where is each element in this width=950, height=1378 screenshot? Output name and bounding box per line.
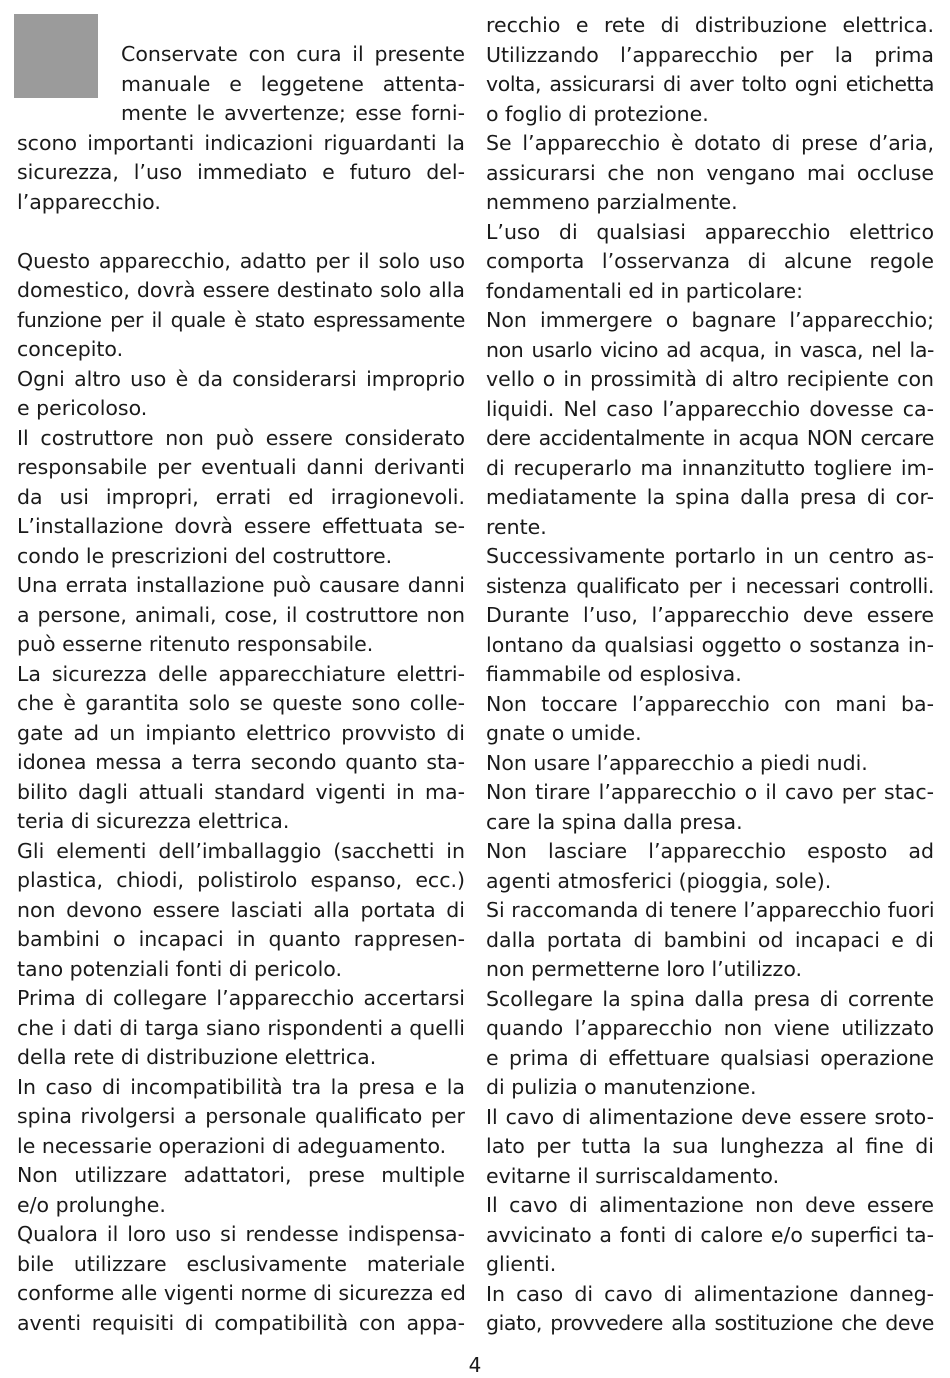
text-line: Successivamente portarlo in un centro as-	[486, 544, 934, 568]
text-line: spina rivolgersi a personale qualificato per	[17, 1104, 465, 1128]
text-line: e prima di effettuare qualsiasi operazione	[486, 1045, 934, 1070]
text-line: quando l’apparecchio non viene utilizzato	[486, 1016, 934, 1040]
text-line: mediatamente la spina dalla presa di cor-	[486, 485, 934, 509]
text-line: le necessarie operazioni di adeguamento.	[17, 1133, 447, 1158]
text-line: l’apparecchio.	[17, 189, 161, 214]
text-line: Non tirare l’apparecchio o il cavo per stac-	[486, 780, 934, 804]
text-line: volta, assicurarsi di aver tolto ogni etichetta	[486, 72, 934, 96]
text-line: recchio e rete di distribuzione elettrica.	[486, 13, 934, 37]
text-line: scono importanti indicazioni riguardanti la	[17, 130, 465, 155]
text-line: sistenza qualificato per i necessari controlli.	[486, 573, 934, 598]
text-line: assicurarsi che non vengano mai occluse	[486, 160, 934, 185]
text-line: Non immergere o bagnare l’apparecchio;	[486, 308, 934, 332]
text-line: di pulizia o manutenzione.	[486, 1075, 757, 1099]
text-line: gnate o umide.	[486, 721, 642, 745]
text-line: non usarlo vicino ad acqua, in vasca, nel la-	[486, 337, 934, 362]
paragraph-spacer	[17, 217, 465, 247]
text-line: sicurezza, l’uso immediato e futuro del-	[17, 160, 465, 184]
text-line: o foglio di protezione.	[486, 101, 709, 126]
text-line: di recuperarlo ma innanzitutto togliere im-	[486, 455, 934, 480]
text-line: non devono essere lasciati alla portata di	[17, 897, 465, 922]
text-line: aventi requisiti di compatibilità con appa-	[17, 1310, 465, 1335]
text-line: Gli elementi dell’imballaggio (sacchetti in	[17, 838, 465, 863]
text-line: agenti atmosferici (pioggia, sole).	[486, 868, 832, 893]
text-line: Si raccomanda di tenere l’apparecchio fuori	[486, 898, 935, 922]
text-line: Il cavo di alimentazione non deve essere	[486, 1193, 934, 1217]
text-line: vello o in prossimità di altro recipiente con	[486, 367, 934, 391]
text-line: La sicurezza delle apparecchiature elettri-	[17, 661, 465, 686]
text-line: condo le prescrizioni del costruttore.	[17, 543, 393, 568]
right-text-column	[486, 11, 934, 1339]
text-line: L’uso di qualsiasi apparecchio elettrico	[486, 219, 934, 244]
text-line: comporta l’osservanza di alcune regole	[486, 249, 934, 273]
text-line: Qualora il loro uso si rendesse indispensa-	[17, 1222, 465, 1246]
text-line: nemmeno parzialmente.	[486, 190, 738, 214]
text-line: mente le avvertenze; esse forni-	[121, 101, 465, 125]
text-line: rente.	[486, 514, 547, 539]
text-line: Una errata installazione può causare danni	[17, 573, 465, 597]
text-line: responsabile per eventuali danni derivanti	[17, 455, 465, 479]
text-line: domestico, dovrà essere destinato solo alla	[17, 278, 465, 302]
text-line: che è garantita solo se queste sono colle-	[17, 691, 465, 715]
text-line: In caso di incompatibilità tra la presa e la	[17, 1074, 465, 1099]
text-line: plastica, chiodi, polistirolo espanso, ecc.)	[17, 868, 465, 892]
text-line: manuale e leggetene attenta-	[121, 71, 465, 96]
text-line: lato per tutta la sua lunghezza al fine di	[486, 1134, 934, 1158]
text-line: Se l’apparecchio è dotato di prese d’aria,	[486, 131, 934, 155]
text-line: L’installazione dovrà essere effettuata se-	[17, 514, 465, 538]
text-line: della rete di distribuzione elettrica.	[17, 1045, 377, 1069]
text-line: idonea messa a terra secondo quanto sta-	[17, 750, 465, 774]
text-line: liquidi. Nel caso l’apparecchio dovesse ca-	[486, 396, 934, 421]
text-line: glienti.	[486, 1252, 557, 1276]
text-line: da usi impropri, errati ed irragionevoli.	[17, 484, 465, 509]
text-line: e pericoloso.	[17, 396, 148, 420]
text-line: Durante l’uso, l’apparecchio deve essere	[486, 603, 934, 627]
text-line: bilito dagli attuali standard vigenti in ma-	[17, 779, 465, 804]
text-line: conforme alle vigenti norme di sicurezza ed	[17, 1281, 466, 1305]
text-line: Questo apparecchio, adatto per il solo uso	[17, 248, 465, 273]
text-line: che i dati di targa siano rispondenti a quelli	[17, 1015, 465, 1040]
text-line: gate ad un impianto elettrico provvisto di	[17, 720, 465, 745]
text-line: avvicinato a fonti di calore e/o superfici ta-	[486, 1222, 934, 1247]
text-line: fondamentali ed in particolare:	[486, 278, 804, 303]
left-text-column	[17, 40, 465, 1338]
text-line: Scollegare la spina dalla presa di corrente	[486, 986, 934, 1011]
text-line: Il cavo di alimentazione deve essere sroto-	[486, 1104, 934, 1129]
text-line: bile utilizzare esclusivamente materiale	[17, 1251, 465, 1276]
text-line: giato, provvedere alla sostituzione che deve	[486, 1311, 934, 1335]
text-line: evitarne il surriscaldamento.	[486, 1163, 780, 1188]
text-line: a persone, animali, cose, il costruttore non	[17, 602, 465, 627]
text-line: tano potenziali fonti di pericolo.	[17, 956, 342, 981]
text-line: può esserne ritenuto responsabile.	[17, 632, 374, 656]
text-line: dere accidentalmente in acqua NON cercare	[486, 426, 934, 450]
text-line: Il costruttore non può essere considerato	[17, 425, 465, 450]
text-line: Prima di collegare l’apparecchio accertarsi	[17, 986, 465, 1010]
text-line: teria di sicurezza elettrica.	[17, 809, 290, 833]
text-line: Utilizzando l’apparecchio per la prima	[486, 42, 934, 67]
text-line: Non lasciare l’apparecchio esposto ad	[486, 839, 934, 863]
text-line: In caso di cavo di alimentazione danneg-	[486, 1281, 934, 1306]
text-line: e/o prolunghe.	[17, 1192, 166, 1217]
text-line: fiammabile od esplosiva.	[486, 662, 742, 686]
text-line: Conservate con cura il presente	[121, 42, 465, 66]
page-number: 4	[468, 1353, 482, 1377]
text-line: dalla portata di bambini od incapaci e di	[486, 927, 934, 952]
text-line: bambini o incapaci in quanto rappresen-	[17, 927, 465, 951]
text-line: care la spina dalla presa.	[486, 809, 743, 834]
text-line: Non toccare l’apparecchio con mani ba-	[486, 691, 934, 716]
text-line: non permetterne loro l’utilizzo.	[486, 957, 803, 981]
text-line: Ogni altro uso è da considerarsi improprio	[17, 366, 465, 391]
text-line: Non utilizzare adattatori, prese multiple	[17, 1163, 465, 1187]
text-line: funzione per il quale è stato espressamente	[17, 307, 465, 332]
text-line: concepito.	[17, 337, 124, 361]
text-line: Non usare l’apparecchio a piedi nudi.	[486, 750, 868, 775]
text-line: lontano da qualsiasi oggetto o sostanza in-	[486, 632, 934, 657]
